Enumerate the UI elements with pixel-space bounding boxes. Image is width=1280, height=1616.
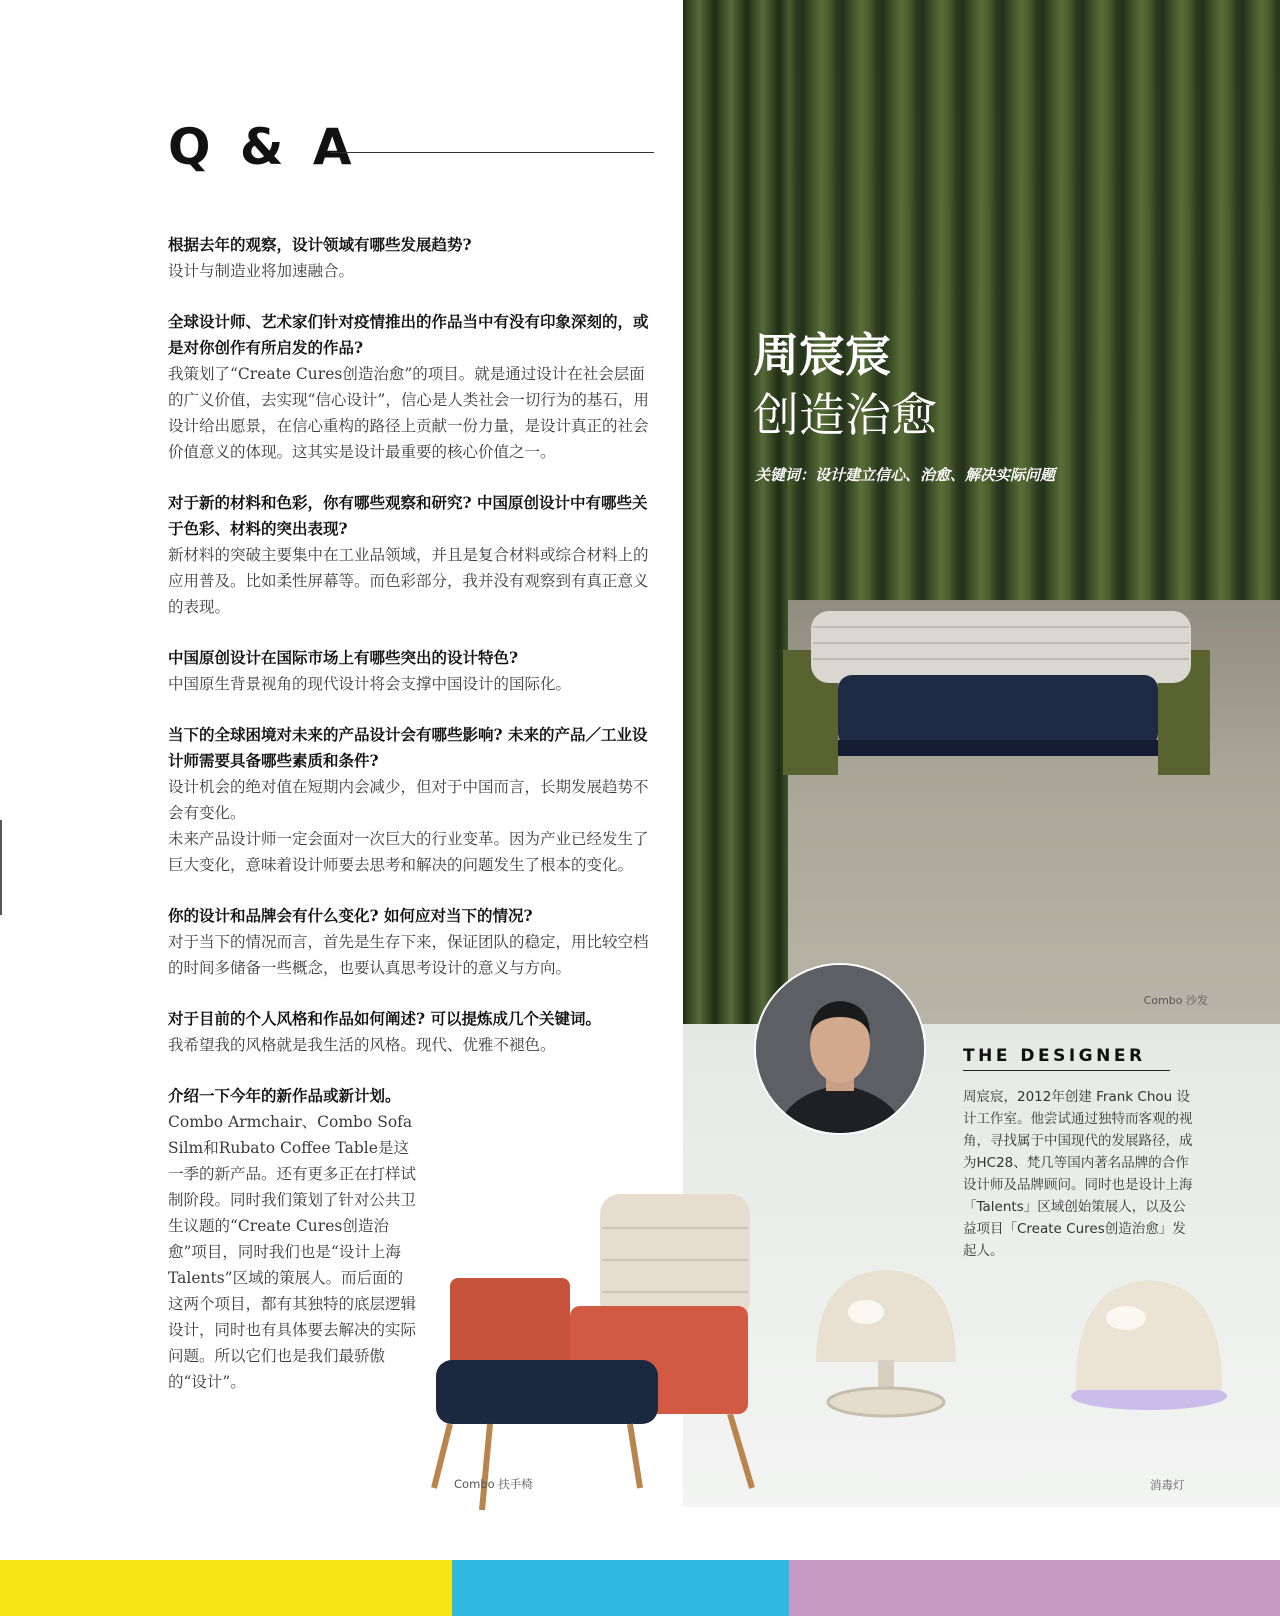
armchair-image [430, 1188, 770, 1518]
hero-subtitle: 创造治愈 [753, 388, 937, 442]
question: 全球设计师、艺术家们针对疫情推出的作品当中有没有印象深刻的，或是对你创作有所启发的作品? [168, 312, 649, 357]
title-rule [330, 152, 654, 153]
qa-item [168, 232, 658, 284]
sofa-image [783, 605, 1213, 790]
designer-bio: 周宸宸，2012年创建 Frank Chou 设计工作室。他尝试通过独特而客观的视角，寻找属于中国现代的发展路径，成为HC28、梵几等国内著名品牌的合作设计师及品牌顾问。同时也是设计上海「Talents」区域创始策展人，以及公益项目「Create Cures创造治愈」发起人。 [963, 1089, 1193, 1259]
designer-title: THE DESIGNER [963, 1046, 1146, 1066]
qa-item [168, 903, 658, 981]
answer: 新材料的突破主要集中在工业品领域，并且是复合材料或综合材料上的应用普及。比如柔性屏幕等。而色彩部分，我并没有观察到有真正意义的表现。 [168, 546, 649, 616]
hero-keywords: 关键词：设计建立信心、治愈、解决实际问题 [755, 466, 1056, 484]
curtain-left-image [683, 0, 788, 1024]
designer-rule [963, 1070, 1170, 1071]
answer: 中国原生背景视角的现代设计将会支撑中国设计的国际化。 [168, 675, 572, 693]
color-segment-yellow [0, 1560, 452, 1616]
armchair-caption: Combo 扶手椅 [454, 1477, 533, 1491]
answer: 我希望我的风格就是我生活的风格。现代、优雅不褪色。 [168, 1036, 556, 1054]
answer: 对于当下的情况而言，首先是生存下来，保证团队的稳定，用比较空档的时间多储备一些概念，也要认真思考设计的意义与方向。 [168, 933, 649, 977]
lamp-caption: 消毒灯 [1150, 1478, 1185, 1492]
edge-mark [0, 820, 2, 915]
answer: 设计与制造业将加速融合。 [168, 262, 355, 280]
sofa-caption: Combo 沙发 [1143, 994, 1208, 1007]
color-segment-cyan [452, 1560, 789, 1616]
qa-item [168, 1006, 658, 1058]
question: 你的设计和品牌会有什么变化? 如何应对当下的情况? [168, 906, 533, 925]
question: 中国原创设计在国际市场上有哪些突出的设计特色? [168, 648, 519, 667]
qa-item [168, 645, 658, 697]
hero-photo [683, 0, 1280, 1024]
question: 对于目前的个人风格和作品如何阐述? 可以提炼成几个关键词。 [168, 1009, 601, 1028]
answer: Combo Armchair、Combo Sofa Silm和Rubato Coffee Table是这一季的新产品。还有更多正在打样试制阶段。同时我们策划了针对公共卫生议题的“Create Cures创造治愈”项目，同时我们也是“设计上海Talents”区域的策展人。而后面的这两个项目，都有其独特的底层逻辑设计，同时也有具体要去解决的实际问题。所以它们也是我们最骄傲的“设计”。 [168, 1113, 417, 1391]
question: 根据去年的观察，设计领域有哪些发展趋势? [168, 235, 472, 254]
question: 对于新的材料和色彩，你有哪些观察和研究? 中国原创设计中有哪些关于色彩、材料的突出表现? [168, 493, 648, 538]
uv-lamp-image [806, 1262, 966, 1422]
hero-name: 周宸宸 [753, 328, 891, 382]
uv-lamp-image [1064, 1268, 1234, 1418]
color-bar [0, 1560, 1280, 1616]
color-segment-lilac [789, 1560, 1280, 1616]
qa-item [168, 490, 658, 620]
question: 当下的全球困境对未来的产品设计会有哪些影响? 未来的产品／工业设计师需要具备哪些素质和条件? [168, 725, 648, 770]
question: 介绍一下今年的新作品或新计划。 [168, 1086, 401, 1105]
designer-portrait [756, 965, 924, 1133]
qa-item [168, 722, 658, 878]
qa-title: Q & A [168, 118, 358, 176]
qa-item [168, 309, 658, 465]
answer: 我策划了“Create Cures创造治愈”的项目。就是通过设计在社会层面的广义价值，去实现“信心设计”，信心是人类社会一切行为的基石，用设计给出愿景，在信心重构的路径上贡献一份力量，是设计真正的社会价值意义的体现。这其实是设计最重要的核心价值之一。 [168, 365, 649, 461]
answer-continued: 未来产品设计师一定会面对一次巨大的行业变革。因为产业已经发生了巨大变化，意味着设计师要去思考和解决的问题发生了根本的变化。 [168, 830, 649, 874]
answer: 设计机会的绝对值在短期内会减少，但对于中国而言，长期发展趋势不会有变化。 [168, 778, 649, 822]
